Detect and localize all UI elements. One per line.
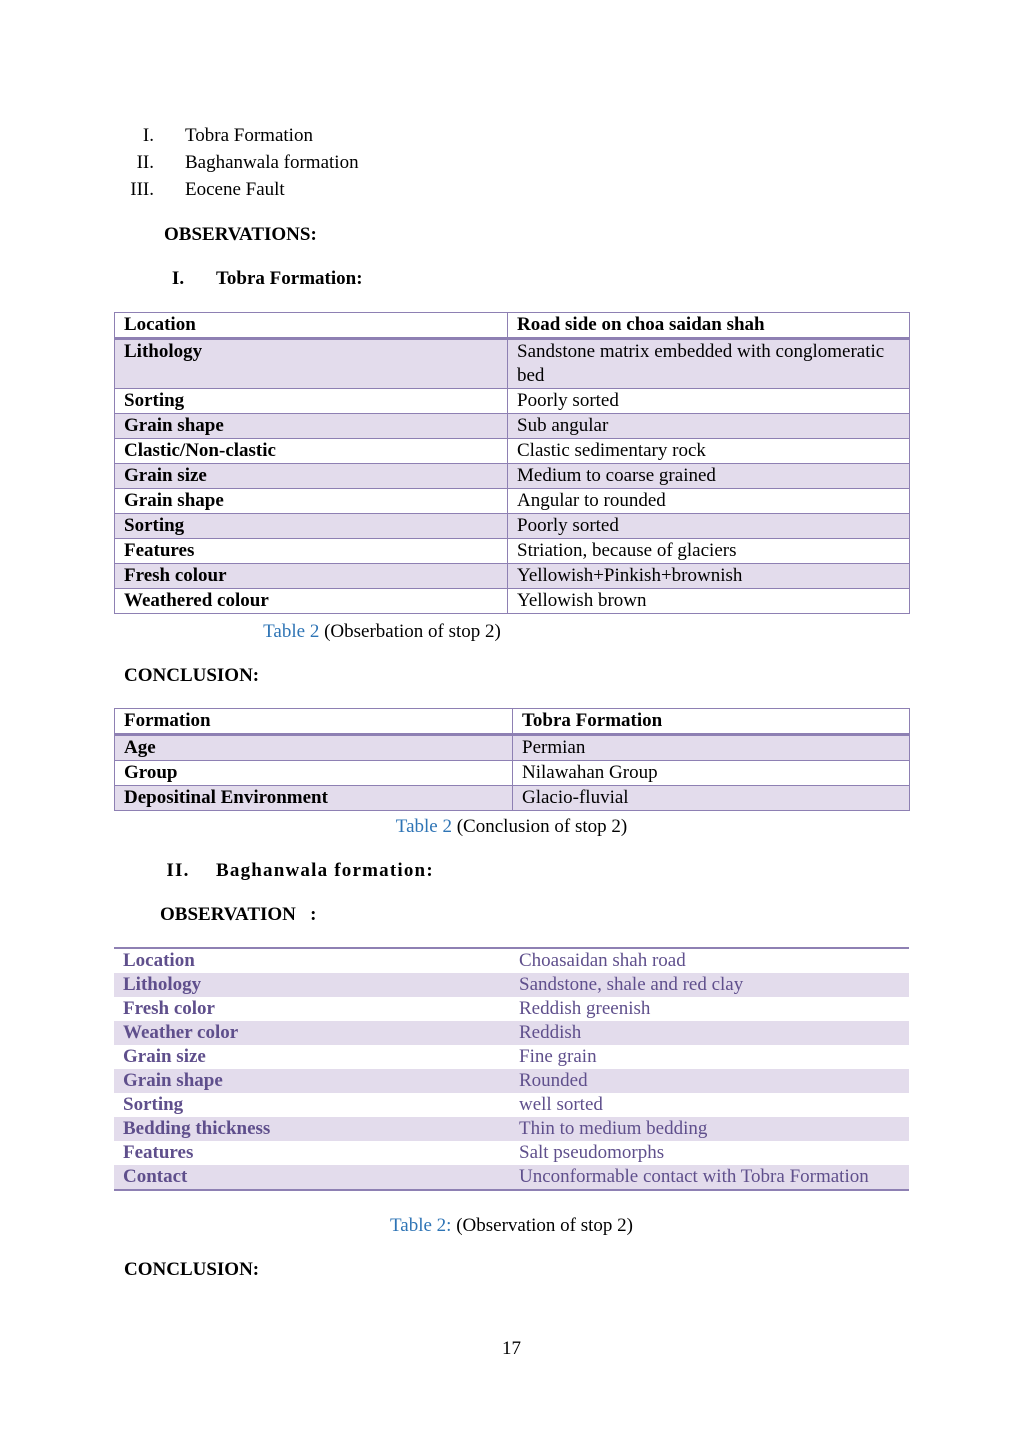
table-cell-key: Grain shape xyxy=(114,1069,510,1093)
caption-label: Table 2 xyxy=(263,621,320,642)
table-cell-value: Choasaidan shah road xyxy=(519,950,686,971)
table-row xyxy=(115,761,910,786)
table-row xyxy=(114,1021,909,1045)
table-cell-key: Features xyxy=(115,539,508,564)
table-cell-key: Sorting xyxy=(123,1094,184,1115)
table-row xyxy=(115,389,910,414)
table-cell-key: Weather color xyxy=(114,1021,510,1045)
table-row xyxy=(115,514,910,539)
table-cell-value: Reddish xyxy=(510,1021,909,1045)
table-cell-key: Depositinal Environment xyxy=(115,786,513,811)
table-cell-key: Features xyxy=(123,1142,194,1163)
table-cell-value: Poorly sorted xyxy=(508,389,910,414)
table-cell-value: Thin to medium bedding xyxy=(510,1117,909,1141)
table-row xyxy=(115,786,910,811)
baghanwala-observation-table xyxy=(114,947,909,1191)
table-cell-key: Fresh colour xyxy=(115,564,508,589)
table-cell-key: Location xyxy=(123,950,195,971)
table-cell-value: well sorted xyxy=(519,1094,603,1115)
intro-list xyxy=(110,124,510,205)
observation-heading: OBSERVATION : xyxy=(160,904,317,925)
section-heading-baghanwala xyxy=(150,860,434,882)
table-cell-value: Reddish greenish xyxy=(519,998,651,1019)
table-cell-value: Fine grain xyxy=(519,1046,597,1067)
table-cell-value: Sub angular xyxy=(508,414,910,439)
section-number: II. xyxy=(166,860,190,881)
table-row xyxy=(115,489,910,514)
section-title: Tobra Formation: xyxy=(216,268,363,289)
table-cell-value: Sandstone matrix embedded with conglomeratic bed xyxy=(508,339,910,389)
page-number: 17 xyxy=(502,1338,521,1359)
table-row xyxy=(115,589,910,614)
table-row xyxy=(115,439,910,464)
tobra-observation-table xyxy=(114,312,910,614)
table-cell-key: Lithology xyxy=(115,339,508,389)
table-cell-key: Formation xyxy=(115,709,513,735)
table-cell-value: Salt pseudomorphs xyxy=(519,1142,665,1163)
caption-label: Table 2: xyxy=(390,1215,452,1236)
section-title: Baghanwala formation: xyxy=(216,860,434,881)
list-number: II. xyxy=(136,152,154,173)
list-number: III. xyxy=(130,179,154,200)
table-cell-value: Medium to coarse grained xyxy=(508,464,910,489)
observations-heading: OBSERVATIONS: xyxy=(164,224,317,245)
table-cell-key: Lithology xyxy=(114,973,510,997)
list-item xyxy=(110,151,510,178)
caption-text: (Conclusion of stop 2) xyxy=(451,816,628,837)
table-row xyxy=(115,539,910,564)
table-row xyxy=(114,997,909,1021)
table-cell-key: Grain size xyxy=(123,1046,206,1067)
table-cell-value: Nilawahan Group xyxy=(513,761,910,786)
table-cell-key: Sorting xyxy=(115,514,508,539)
conclusion-heading: CONCLUSION: xyxy=(124,1259,260,1280)
table-row xyxy=(114,1069,909,1093)
table-row xyxy=(115,339,910,389)
table-cell-value: Striation, because of glaciers xyxy=(508,539,910,564)
table-header-row xyxy=(115,709,910,735)
table-row xyxy=(114,1141,909,1165)
table-cell-value: Road side on choa saidan shah xyxy=(508,313,910,339)
table-row xyxy=(114,948,909,973)
list-text: Eocene Fault xyxy=(185,179,285,200)
table-cell-key: Clastic/Non-clastic xyxy=(115,439,508,464)
table-caption xyxy=(114,1214,909,1238)
table-cell-value: Poorly sorted xyxy=(508,514,910,539)
table-row xyxy=(115,414,910,439)
table-row xyxy=(114,1045,909,1069)
list-number: I. xyxy=(142,125,154,146)
list-item xyxy=(110,124,510,151)
table-cell-key: Grain shape xyxy=(115,489,508,514)
table-cell-key: Fresh color xyxy=(123,998,215,1019)
table-row xyxy=(115,564,910,589)
list-item xyxy=(110,178,510,205)
caption-text: (Obserbation of stop 2) xyxy=(319,621,501,642)
table-cell-key: Sorting xyxy=(115,389,508,414)
table-cell-key: Contact xyxy=(114,1165,510,1190)
table-row xyxy=(114,1165,909,1190)
conclusion-heading: CONCLUSION: xyxy=(124,665,260,686)
table-caption xyxy=(114,620,650,644)
table-row xyxy=(115,735,910,761)
tobra-conclusion-table xyxy=(114,708,910,811)
table-cell-key: Age xyxy=(115,735,513,761)
table-cell-value: Clastic sedimentary rock xyxy=(508,439,910,464)
section-number: I. xyxy=(171,268,185,289)
section-heading-tobra xyxy=(150,268,363,290)
table-cell-value: Tobra Formation xyxy=(513,709,910,735)
table-cell-key: Grain size xyxy=(115,464,508,489)
table-row xyxy=(114,1117,909,1141)
table-cell-value: Sandstone, shale and red clay xyxy=(510,973,909,997)
table-cell-key: Location xyxy=(115,313,508,339)
table-cell-value: Yellowish brown xyxy=(508,589,910,614)
table-row xyxy=(114,973,909,997)
table-cell-value: Unconformable contact with Tobra Formation xyxy=(510,1165,909,1190)
table-cell-key: Bedding thickness xyxy=(114,1117,510,1141)
table-cell-key: Group xyxy=(115,761,513,786)
list-text: Baghanwala formation xyxy=(185,152,359,173)
table-cell-key: Grain shape xyxy=(115,414,508,439)
caption-text: (Observation of stop 2) xyxy=(451,1215,633,1236)
table-cell-value: Glacio-fluvial xyxy=(513,786,910,811)
table-cell-value: Rounded xyxy=(510,1069,909,1093)
table-row xyxy=(114,1093,909,1117)
table-header-row xyxy=(115,313,910,339)
table-cell-value: Angular to rounded xyxy=(508,489,910,514)
table-caption xyxy=(114,815,909,839)
table-row xyxy=(115,464,910,489)
table-cell-value: Yellowish+Pinkish+brownish xyxy=(508,564,910,589)
caption-label: Table 2 xyxy=(395,816,452,837)
list-text: Tobra Formation xyxy=(185,125,313,146)
table-cell-key: Weathered colour xyxy=(115,589,508,614)
table-cell-value: Permian xyxy=(513,735,910,761)
